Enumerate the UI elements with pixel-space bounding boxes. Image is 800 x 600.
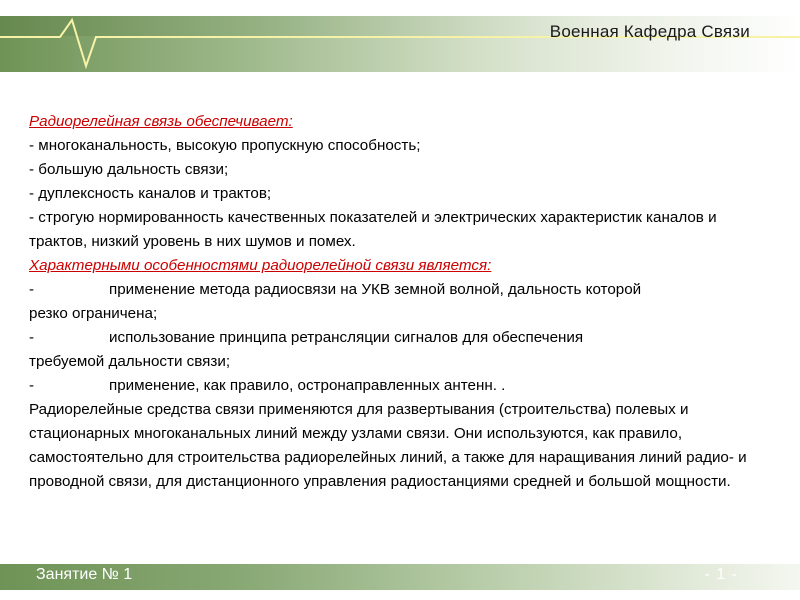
feature-dash: - bbox=[29, 281, 35, 298]
slide-content bbox=[29, 110, 764, 494]
feature-item-continuation: резко ограничена; bbox=[29, 305, 158, 322]
list-item: - большую дальность связи; bbox=[29, 161, 229, 178]
feature-text: применение, как правило, остронаправленных антенн. . bbox=[109, 377, 506, 394]
feature-item bbox=[29, 326, 764, 350]
feature-item bbox=[29, 278, 764, 302]
list-item: - строгую нормированность качественных показателей и электрических характеристик каналов и трактов, низкий уровень в них шумов и помех. bbox=[29, 209, 717, 250]
header-title: Военная Кафедра Связи bbox=[549, 22, 750, 41]
feature-text: применение метода радиосвязи на УКВ земной волной, дальность которой bbox=[109, 281, 642, 298]
list-item: - дуплексность каналов и трактов; bbox=[29, 185, 272, 202]
lesson-label: Занятие № 1 bbox=[36, 566, 133, 583]
list-item: - многоканальность, высокую пропускную способность; bbox=[29, 137, 421, 154]
feature-text: использование принципа ретрансляции сигналов для обеспечения bbox=[109, 329, 584, 346]
feature-dash: - bbox=[29, 377, 35, 394]
heading-provides: Радиорелейная связь обеспечивает: bbox=[29, 113, 293, 130]
heading-features: Характерными особенностями радиорелейной связи является: bbox=[29, 257, 492, 274]
feature-dash: - bbox=[29, 329, 35, 346]
body-paragraph: Радиорелейные средства связи применяются для развертывания (строительства) полевых и стационарных многоканальных линий между узлами связи. Они используются, как правило, самостоятельно для строительства радиорелейных линий, а также для наращивания линий радио- и проводной связи, для дистанционного управления радиостанциями средней и большой мощности. bbox=[29, 401, 747, 490]
page-number: - 1 - bbox=[704, 566, 738, 583]
feature-item-continuation: требуемой дальности связи; bbox=[29, 353, 231, 370]
feature-item bbox=[29, 374, 764, 398]
